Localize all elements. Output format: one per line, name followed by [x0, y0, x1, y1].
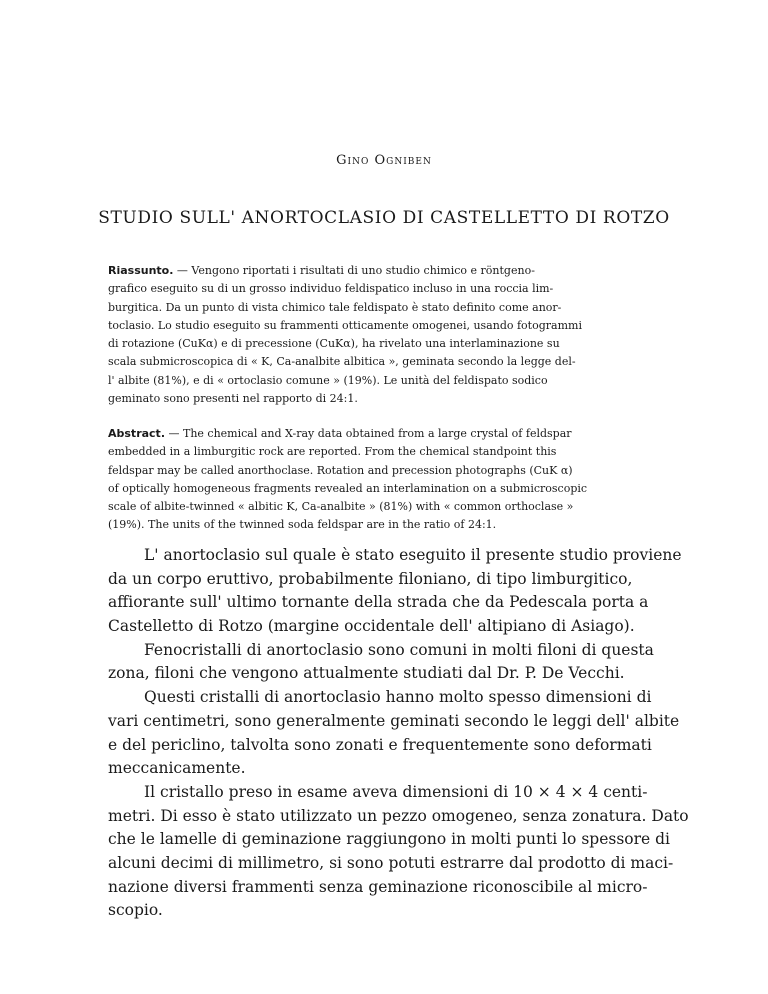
body-line: affiorante sull' ultimo tornante della strada che da Pedescala porta a — [108, 593, 649, 612]
body-line: e del periclino, talvolta sono zonati e frequentemente sono deformati — [108, 735, 652, 754]
body-text — [108, 544, 689, 923]
body-line: metri. Di esso è stato utilizzato un pezzo omogeneo, senza zonatura. Dato — [108, 806, 689, 825]
body-line: zona, filoni che vengono attualmente studiati dal Dr. P. De Vecchi. — [108, 664, 625, 683]
body-line: Questi cristalli di anortoclasio hanno molto spesso dimensioni di — [144, 688, 652, 707]
body-line: vari centimetri, sono generalmente geminati secondo le leggi dell' albite — [108, 711, 680, 730]
paper-title: STUDIO SULL' ANORTOCLASIO DI CASTELLETTO DI ROTZO — [98, 208, 670, 228]
abstract-line: scale of albite-twinned « albitic K, Ca-analbite » (81%) with « common orthoclase » — [108, 500, 574, 514]
riassunto-line: toclasio. Lo studio eseguito su frammenti otticamente omogenei, usando fotogrammi — [108, 318, 582, 332]
abstract-text: — The chemical and X-ray data obtained from a large crystal of feldspar — [165, 427, 572, 440]
body-line: L' anortoclasio sul quale è stato eseguito il presente studio proviene — [144, 546, 682, 564]
body-line: Il cristallo preso in esame aveva dimensioni di 10 × 4 × 4 centi- — [144, 782, 648, 801]
abstract-lead: Abstract. — [108, 427, 165, 440]
body-line: da un corpo eruttivo, probabilmente filoniano, di tipo limburgitico, — [108, 569, 633, 588]
body-line: alcuni decimi di millimetro, si sono potuti estrarre dal prodotto di maci- — [108, 853, 674, 872]
riassunto-line: grafico eseguito su di un grosso individuo feldispatico incluso in una roccia lim- — [108, 282, 554, 296]
riassunto-lead: Riassunto. — [108, 264, 174, 277]
riassunto-line: di rotazione (CuKα) e di precessione (CuKα), ha rivelato una interlaminazione su — [108, 337, 560, 351]
riassunto-line: scala submicroscopica di « K, Ca-analbite albitica », geminata secondo la legge del- — [108, 355, 576, 369]
riassunto-line — [108, 262, 660, 280]
body-line: nazione diversi frammenti senza geminazione riconoscibile al micro- — [108, 877, 648, 896]
body-line: meccanicamente. — [108, 759, 246, 778]
riassunto-line: l' albite (81%), e di « ortoclasio comune » (19%). Le unità del feldispato sodico — [108, 373, 548, 387]
body-line: che le lamelle di geminazione raggiungono in molti punti lo spessore di — [108, 830, 670, 849]
abstract-block — [108, 425, 660, 535]
riassunto-line: geminato sono presenti nel rapporto di 24:1. — [108, 392, 358, 406]
riassunto-text: — Vengono riportati i risultati di uno studio chimico e röntgeno- — [173, 264, 535, 277]
body-line: Castelletto di Rotzo (margine occidentale dell' altipiano di Asiago). — [108, 617, 635, 636]
abstract-line: feldspar may be called anorthoclase. Rotation and precession photographs (CuK α) — [108, 463, 573, 477]
body-line: scopio. — [108, 901, 163, 920]
body-line: Fenocristalli di anortoclasio sono comuni in molti filoni di questa — [144, 640, 654, 659]
abstract-line — [108, 425, 660, 443]
riassunto-block — [108, 262, 660, 408]
riassunto-line: burgitica. Da un punto di vista chimico tale feldispato è stato definito come anor- — [108, 300, 562, 314]
abstract-line: embedded in a limburgitic rock are reported. From the chemical standpoint this — [108, 445, 557, 459]
author-name: Gino Ogniben — [336, 153, 432, 168]
abstract-line: of optically homogeneous fragments revealed an interlamination on a submicroscopic — [108, 481, 588, 495]
abstract-line: (19%). The units of the twinned soda feldspar are in the ratio of 24:1. — [108, 518, 497, 532]
